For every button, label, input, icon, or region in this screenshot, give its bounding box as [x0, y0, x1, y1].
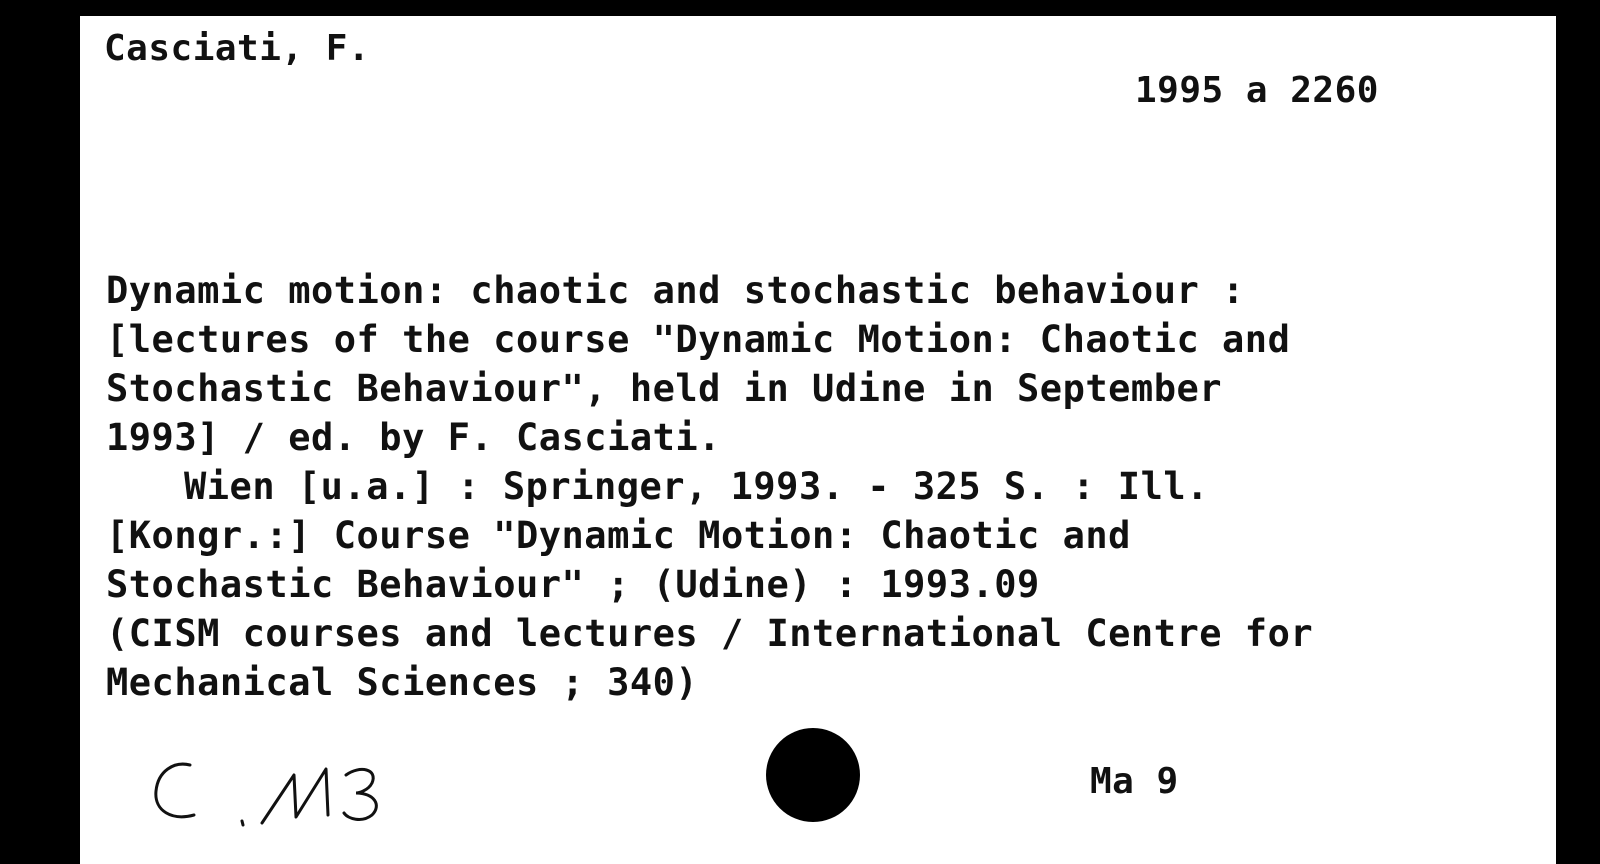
catalog-card [80, 12, 1556, 864]
series-line: (CISM courses and lectures / International Centre for [106, 612, 1314, 655]
title-line: 1993] / ed. by F. Casciati. [106, 416, 721, 459]
conference-line: Stochastic Behaviour" ; (Udine) : 1993.09 [106, 563, 1040, 606]
scan-border-right [1556, 0, 1600, 864]
shelf-mark: Ma 9 [1090, 761, 1179, 802]
punch-hole-dot [766, 728, 860, 822]
series-line: Mechanical Sciences ; 340) [106, 661, 699, 704]
title-line: Stochastic Behaviour", held in Udine in September [106, 367, 1223, 410]
conference-line: [Kongr.:] Course "Dynamic Motion: Chaotic and [106, 514, 1131, 557]
imprint-line: Wien [u.a.] : Springer, 1993. - 325 S. : Ill. [184, 465, 1209, 508]
title-line: [lectures of the course "Dynamic Motion: Chaotic and [106, 318, 1291, 361]
author-heading: Casciati, F. [104, 28, 371, 69]
call-number: 1995 a 2260 [1135, 70, 1379, 111]
title-line: Dynamic motion: chaotic and stochastic behaviour : [106, 269, 1245, 312]
handwritten-note [146, 751, 416, 831]
bibliographic-description [106, 266, 1526, 707]
